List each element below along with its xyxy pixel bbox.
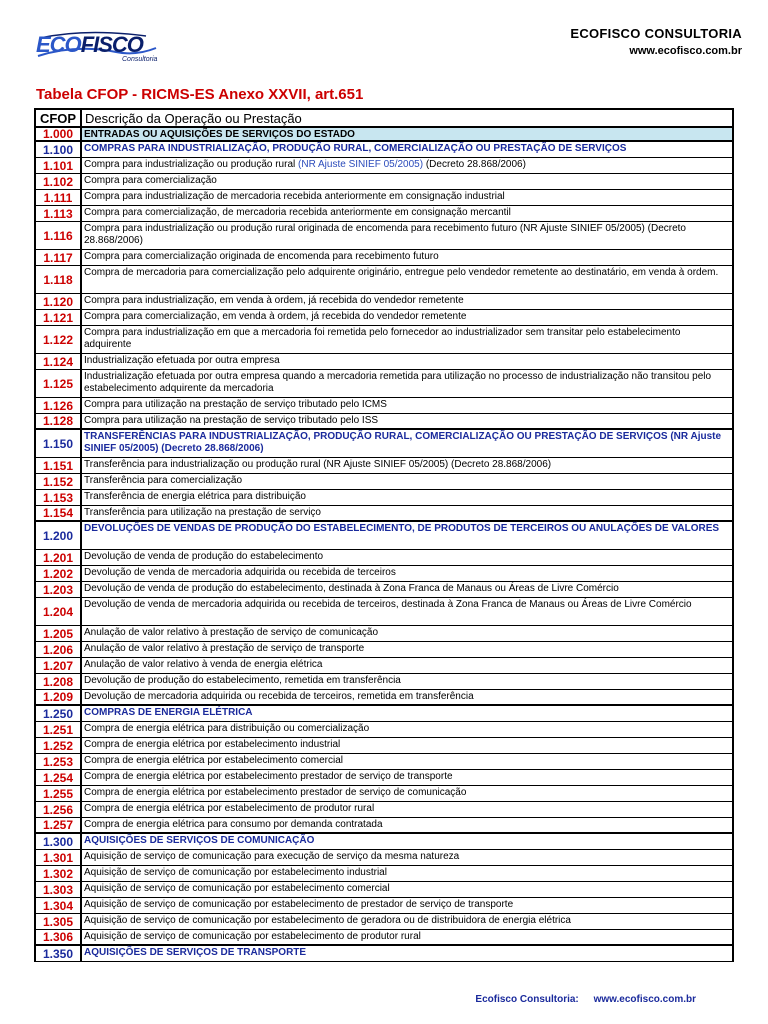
cfop-description: Compra de energia elétrica por estabelecimento prestador de serviço de transporte xyxy=(84,771,453,782)
cfop-code: 1.153 xyxy=(36,490,82,505)
company-name: ECOFISCO CONSULTORIA xyxy=(570,26,742,41)
table-row xyxy=(36,770,732,786)
cfop-description: DEVOLUÇÕES DE VENDAS DE PRODUÇÃO DO ESTABELECIMENTO, DE PRODUTOS DE TERCEIROS OU ANULAÇÕES DE VALORES xyxy=(84,523,720,534)
cfop-description: Compra para industrialização, em venda à ordem, já recebida do vendedor remetente xyxy=(84,295,464,306)
table-row xyxy=(36,786,732,802)
table-row xyxy=(36,882,732,898)
table-group-row xyxy=(36,142,732,158)
cfop-code: 1.152 xyxy=(36,474,82,489)
cfop-description: Compra de energia elétrica para consumo por demanda contratada xyxy=(84,819,383,830)
table-row xyxy=(36,310,732,326)
table-group-row xyxy=(36,128,732,142)
cfop-code: 1.208 xyxy=(36,674,82,689)
cfop-description: TRANSFERÊNCIAS PARA INDUSTRIALIZAÇÃO, PRODUÇÃO RURAL, COMERCIALIZAÇÃO OU PRESTAÇÃO DE SERVIÇOS (NR Ajuste SINIEF 05/2005) (Decreto 28.868/2006) xyxy=(84,431,722,454)
ecofisco-logo xyxy=(36,26,160,66)
cfop-code: 1.125 xyxy=(36,370,82,397)
table-row xyxy=(36,850,732,866)
table-row xyxy=(36,690,732,706)
cfop-code: 1.206 xyxy=(36,642,82,657)
table-row xyxy=(36,250,732,266)
cfop-description: Compra para comercialização xyxy=(84,175,217,186)
column-header-description: Descrição da Operação ou Prestação xyxy=(85,111,302,126)
cfop-code: 1.122 xyxy=(36,326,82,353)
cfop-code: 1.128 xyxy=(36,414,82,428)
cfop-code: 1.000 xyxy=(36,128,82,140)
cfop-code: 1.124 xyxy=(36,354,82,369)
cfop-description: Compra de energia elétrica por estabelecimento industrial xyxy=(84,739,341,750)
company-site: www.ecofisco.com.br xyxy=(629,45,742,57)
table-row xyxy=(36,326,732,354)
cfop-code: 1.252 xyxy=(36,738,82,753)
cfop-code: 1.205 xyxy=(36,626,82,641)
table-row xyxy=(36,866,732,882)
table-row xyxy=(36,174,732,190)
cfop-description: Compra de energia elétrica por estabelecimento comercial xyxy=(84,755,344,766)
cfop-description: Aquisição de serviço de comunicação por estabelecimento de produtor rural xyxy=(84,931,421,942)
cfop-description: Anulação de valor relativo à prestação de serviço de comunicação xyxy=(84,627,379,638)
table-row xyxy=(36,722,732,738)
cfop-code: 1.300 xyxy=(36,834,82,849)
cfop-code: 1.200 xyxy=(36,522,82,549)
table-row xyxy=(36,754,732,770)
cfop-description: Industrialização efetuada por outra empresa quando a mercadoria remetida para utilização no processo de industrialização não transitou pelo estabelecimento adquirente da mercadoria xyxy=(84,371,712,394)
cfop-description: Aquisição de serviço de comunicação por estabelecimento comercial xyxy=(84,883,390,894)
cfop-code: 1.253 xyxy=(36,754,82,769)
cfop-description: Compra para utilização na prestação de serviço tributado pelo ICMS xyxy=(84,399,387,410)
cfop-description: Compra para utilização na prestação de serviço tributado pelo ISS xyxy=(84,415,379,426)
table-row xyxy=(36,818,732,834)
footer-site: www.ecofisco.com.br xyxy=(593,994,696,1005)
cfop-code: 1.303 xyxy=(36,882,82,897)
cfop-description: Aquisição de serviço de comunicação por estabelecimento de geradora ou de distribuidora de energia elétrica xyxy=(84,915,571,926)
cfop-code: 1.251 xyxy=(36,722,82,737)
cfop-description: COMPRAS DE ENERGIA ELÉTRICA xyxy=(84,707,253,718)
cfop-code: 1.151 xyxy=(36,458,82,473)
cfop-code: 1.250 xyxy=(36,706,82,721)
cfop-code: 1.202 xyxy=(36,566,82,581)
cfop-code: 1.116 xyxy=(36,222,82,249)
table-header-row xyxy=(36,110,732,128)
table-row xyxy=(36,658,732,674)
cfop-description: Devolução de venda de mercadoria adquirida ou recebida de terceiros, destinada à Zona Franca de Manaus ou Áreas de Livre Comércio xyxy=(84,599,692,610)
logo-wordmark: ECOFISCO xyxy=(36,32,143,57)
table-row xyxy=(36,474,732,490)
page-footer xyxy=(475,994,696,1005)
cfop-description: Compra para comercialização, de mercadoria recebida anteriormente em consignação mercantil xyxy=(84,207,511,218)
table-row xyxy=(36,674,732,690)
cfop-description: Compra de mercadoria para comercialização pelo adquirente originário, entregue pelo vendedor remetente ao destinatário, em venda à ordem. xyxy=(84,267,719,278)
table-row xyxy=(36,898,732,914)
cfop-table xyxy=(34,108,734,962)
column-header-cfop: CFOP xyxy=(36,110,82,126)
cfop-code: 1.102 xyxy=(36,174,82,189)
cfop-description: Industrialização efetuada por outra empresa xyxy=(84,355,280,366)
table-row xyxy=(36,266,732,294)
cfop-code: 1.101 xyxy=(36,158,82,173)
cfop-code: 1.204 xyxy=(36,598,82,625)
cfop-code: 1.301 xyxy=(36,850,82,865)
cfop-code: 1.121 xyxy=(36,310,82,325)
cfop-code: 1.154 xyxy=(36,506,82,520)
cfop-description: Compra para industrialização ou produção rural (NR Ajuste SINIEF 05/2005) (Decreto 28.868/2006) xyxy=(84,159,526,170)
cfop-code: 1.305 xyxy=(36,914,82,929)
cfop-description: Transferência para comercialização xyxy=(84,475,243,486)
table-group-row xyxy=(36,522,732,550)
cfop-description: Aquisição de serviço de comunicação por estabelecimento de prestador de serviço de transporte xyxy=(84,899,514,910)
cfop-description: Anulação de valor relativo à venda de energia elétrica xyxy=(84,659,323,670)
cfop-code: 1.255 xyxy=(36,786,82,801)
cfop-description: Compra para industrialização de mercadoria recebida anteriormente em consignação industrial xyxy=(84,191,505,202)
cfop-code: 1.100 xyxy=(36,142,82,157)
cfop-code: 1.126 xyxy=(36,398,82,413)
table-row xyxy=(36,930,732,946)
cfop-description: ENTRADAS OU AQUISIÇÕES DE SERVIÇOS DO ESTADO xyxy=(84,129,355,140)
table-row xyxy=(36,158,732,174)
cfop-code: 1.254 xyxy=(36,770,82,785)
nr-reference: (NR Ajuste SINIEF 05/2005) xyxy=(298,159,424,170)
cfop-description: Aquisição de serviço de comunicação para execução de serviço da mesma natureza xyxy=(84,851,460,862)
table-group-row xyxy=(36,430,732,458)
cfop-code: 1.304 xyxy=(36,898,82,913)
cfop-description: Transferência de energia elétrica para distribuição xyxy=(84,491,306,502)
table-row xyxy=(36,354,732,370)
cfop-description: Compra de energia elétrica por estabelecimento de produtor rural xyxy=(84,803,375,814)
table-row xyxy=(36,222,732,250)
logo-subtitle: Consultoria xyxy=(122,56,158,63)
table-row xyxy=(36,458,732,474)
table-row xyxy=(36,398,732,414)
table-row xyxy=(36,598,732,626)
cfop-code: 1.207 xyxy=(36,658,82,673)
cfop-description: Anulação de valor relativo à prestação de serviço de transporte xyxy=(84,643,365,654)
cfop-code: 1.120 xyxy=(36,294,82,309)
table-group-row xyxy=(36,834,732,850)
cfop-description: Devolução de venda de produção do estabelecimento, destinada à Zona Franca de Manaus ou Áreas de Livre Comércio xyxy=(84,583,619,594)
cfop-description: Devolução de venda de produção do estabelecimento xyxy=(84,551,324,562)
table-row xyxy=(36,506,732,522)
table-group-row xyxy=(36,946,732,962)
cfop-description: Compra de energia elétrica para distribuição ou comercialização xyxy=(84,723,370,734)
cfop-code: 1.209 xyxy=(36,690,82,704)
table-row xyxy=(36,738,732,754)
company-header xyxy=(570,26,742,57)
cfop-description: Transferência para utilização na prestação de serviço xyxy=(84,507,321,518)
cfop-code: 1.150 xyxy=(36,430,82,457)
cfop-code: 1.256 xyxy=(36,802,82,817)
cfop-description: Devolução de venda de mercadoria adquirida ou recebida de terceiros xyxy=(84,567,396,578)
cfop-description: Compra para comercialização, em venda à ordem, já recebida do vendedor remetente xyxy=(84,311,467,322)
cfop-description: Compra de energia elétrica por estabelecimento prestador de serviço de comunicação xyxy=(84,787,467,798)
table-row xyxy=(36,566,732,582)
cfop-description: COMPRAS PARA INDUSTRIALIZAÇÃO, PRODUÇÃO RURAL, COMERCIALIZAÇÃO OU PRESTAÇÃO DE SERVIÇOS xyxy=(84,143,627,154)
table-row xyxy=(36,582,732,598)
cfop-description: AQUISIÇÕES DE SERVIÇOS DE COMUNICAÇÃO xyxy=(84,835,315,846)
table-row xyxy=(36,642,732,658)
table-row xyxy=(36,550,732,566)
cfop-code: 1.113 xyxy=(36,206,82,221)
table-group-row xyxy=(36,706,732,722)
cfop-description: Transferência para industrialização ou produção rural (NR Ajuste SINIEF 05/2005) (Decreto 28.868/2006) xyxy=(84,459,552,470)
cfop-code: 1.117 xyxy=(36,250,82,265)
table-row xyxy=(36,914,732,930)
table-row xyxy=(36,370,732,398)
cfop-description: Devolução de mercadoria adquirida ou recebida de terceiros, remetida em transferência xyxy=(84,691,474,702)
cfop-description: Devolução de produção do estabelecimento, remetida em transferência xyxy=(84,675,401,686)
cfop-description: Aquisição de serviço de comunicação por estabelecimento industrial xyxy=(84,867,387,878)
cfop-code: 1.111 xyxy=(36,190,82,205)
cfop-code: 1.201 xyxy=(36,550,82,565)
table-row xyxy=(36,190,732,206)
table-row xyxy=(36,802,732,818)
footer-company: Ecofisco Consultoria: xyxy=(475,994,579,1005)
table-row xyxy=(36,414,732,430)
cfop-code: 1.350 xyxy=(36,946,82,961)
cfop-code: 1.118 xyxy=(36,266,82,293)
table-row xyxy=(36,206,732,222)
table-row xyxy=(36,490,732,506)
cfop-code: 1.203 xyxy=(36,582,82,597)
cfop-code: 1.306 xyxy=(36,930,82,944)
cfop-description: Compra para industrialização em que a mercadoria foi remetida pelo fornecedor ao industrializador sem transitar pelo estabelecimento adquirente xyxy=(84,327,681,350)
cfop-description: AQUISIÇÕES DE SERVIÇOS DE TRANSPORTE xyxy=(84,947,307,958)
cfop-code: 1.257 xyxy=(36,818,82,832)
table-row xyxy=(36,294,732,310)
cfop-description: Compra para comercialização originada de encomenda para recebimento futuro xyxy=(84,251,439,262)
table-row xyxy=(36,626,732,642)
cfop-description: Compra para industrialização ou produção rural originada de encomenda para recebimento futuro (NR Ajuste SINIEF 05/2005) (Decreto 28.868/2006) xyxy=(84,223,686,246)
cfop-code: 1.302 xyxy=(36,866,82,881)
page-title: Tabela CFOP - RICMS-ES Anexo XXVII, art.651 xyxy=(36,86,364,103)
